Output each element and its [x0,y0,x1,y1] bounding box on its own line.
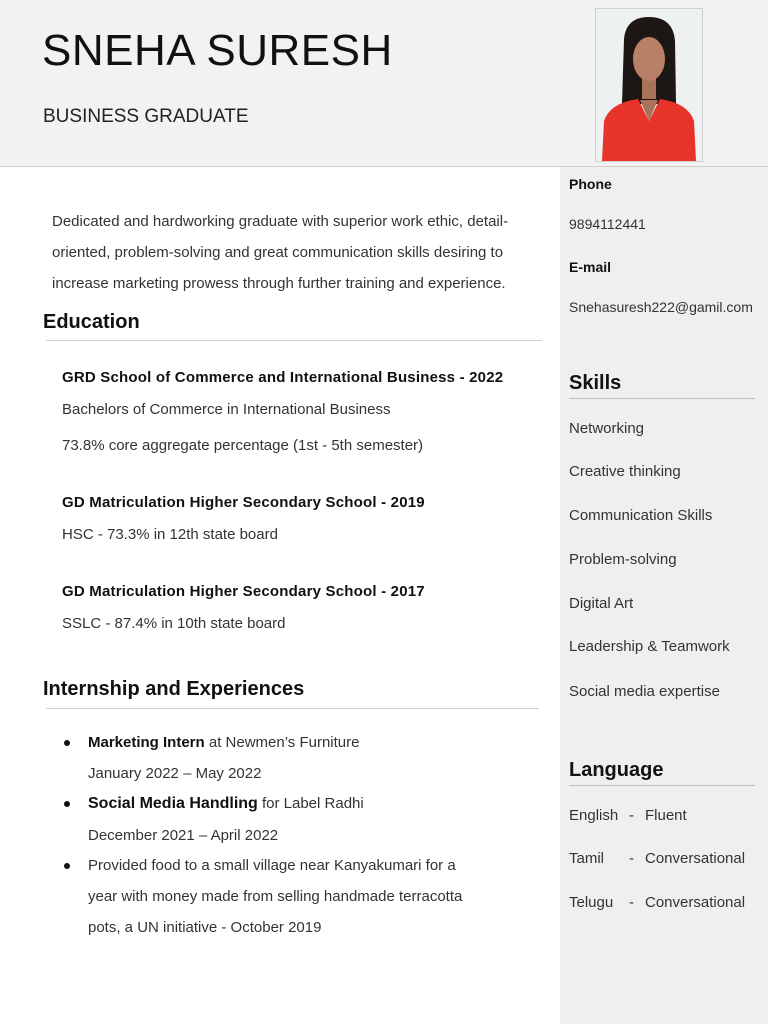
experience-entry-line: year with money made from selling handmade terracotta [88,888,463,905]
language-separator: - [629,807,634,824]
bullet-icon [64,863,70,869]
language-item [569,850,745,867]
experience-entry-title [88,734,359,751]
experience-role: Marketing Intern [88,734,205,751]
bullet-icon [64,740,70,746]
experience-dates: January 2022 – May 2022 [88,765,262,782]
skill-item: Problem-solving [569,551,677,568]
experience-entry-title [88,795,364,813]
skill-item: Communication Skills [569,507,713,524]
experience-role: Social Media Handling [88,795,258,812]
language-level: Conversational [645,850,746,867]
skill-item: Networking [569,420,645,437]
education-divider [46,340,542,341]
language-level: Conversational [645,894,746,911]
email-label: E-mail [569,259,612,275]
email-value: Snehasuresh222@gamil.com [569,299,753,315]
skills-heading: Skills [569,372,755,399]
profile-photo-image [596,9,702,161]
experience-dates: December 2021 – April 2022 [88,827,279,844]
language-name: Telugu [569,894,614,911]
language-item [569,894,745,911]
experience-heading: Internship and Experiences [43,678,305,700]
experience-org: for Label Radhi [257,795,364,812]
phone-value: 9894112441 [569,216,646,232]
experience-entry-line: pots, a UN initiative - October 2019 [88,919,322,936]
language-item [569,807,687,824]
language-name: English [569,807,619,824]
language-separator: - [629,850,634,867]
skill-item: Digital Art [569,595,634,612]
skill-item: Creative thinking [569,463,681,480]
language-level: Fluent [645,807,687,824]
profile-photo [595,8,703,162]
candidate-name: SNEHA SURESH [42,26,393,75]
phone-label: Phone [569,176,612,192]
bullet-icon [64,801,70,807]
education-heading: Education [43,311,140,333]
education-entry-detail: 73.8% core aggregate percentage (1st - 5th semester) [62,437,424,454]
language-separator: - [629,894,634,911]
candidate-role: BUSINESS GRADUATE [43,106,249,127]
experience-entry-line: Provided food to a small village near Kanyakumari for a [88,857,456,874]
skill-item: Leadership & Teamwork [569,638,730,655]
experience-divider [46,708,539,709]
education-entry-title: GD Matriculation Higher Secondary School - 2019 [62,494,425,511]
skill-item: Social media expertise [569,683,720,700]
education-entry-detail: SSLC - 87.4% in 10th state board [62,615,286,632]
language-heading: Language [569,759,755,786]
language-name: Tamil [569,850,605,867]
experience-org: at Newmen’s Furniture [204,734,360,751]
education-entry-detail: Bachelors of Commerce in International Business [62,401,391,418]
profile-summary: Dedicated and hardworking graduate with superior work ethic, detail-oriented, problem-solving and great communication skills desiring to increase marketing prowess through further training and experience. [52,213,509,292]
education-entry-detail: HSC - 73.3% in 12th state board [62,526,278,543]
education-entry-title: GD Matriculation Higher Secondary School - 2017 [62,583,425,600]
education-entry-title: GRD School of Commerce and International Business - 2022 [62,369,504,386]
